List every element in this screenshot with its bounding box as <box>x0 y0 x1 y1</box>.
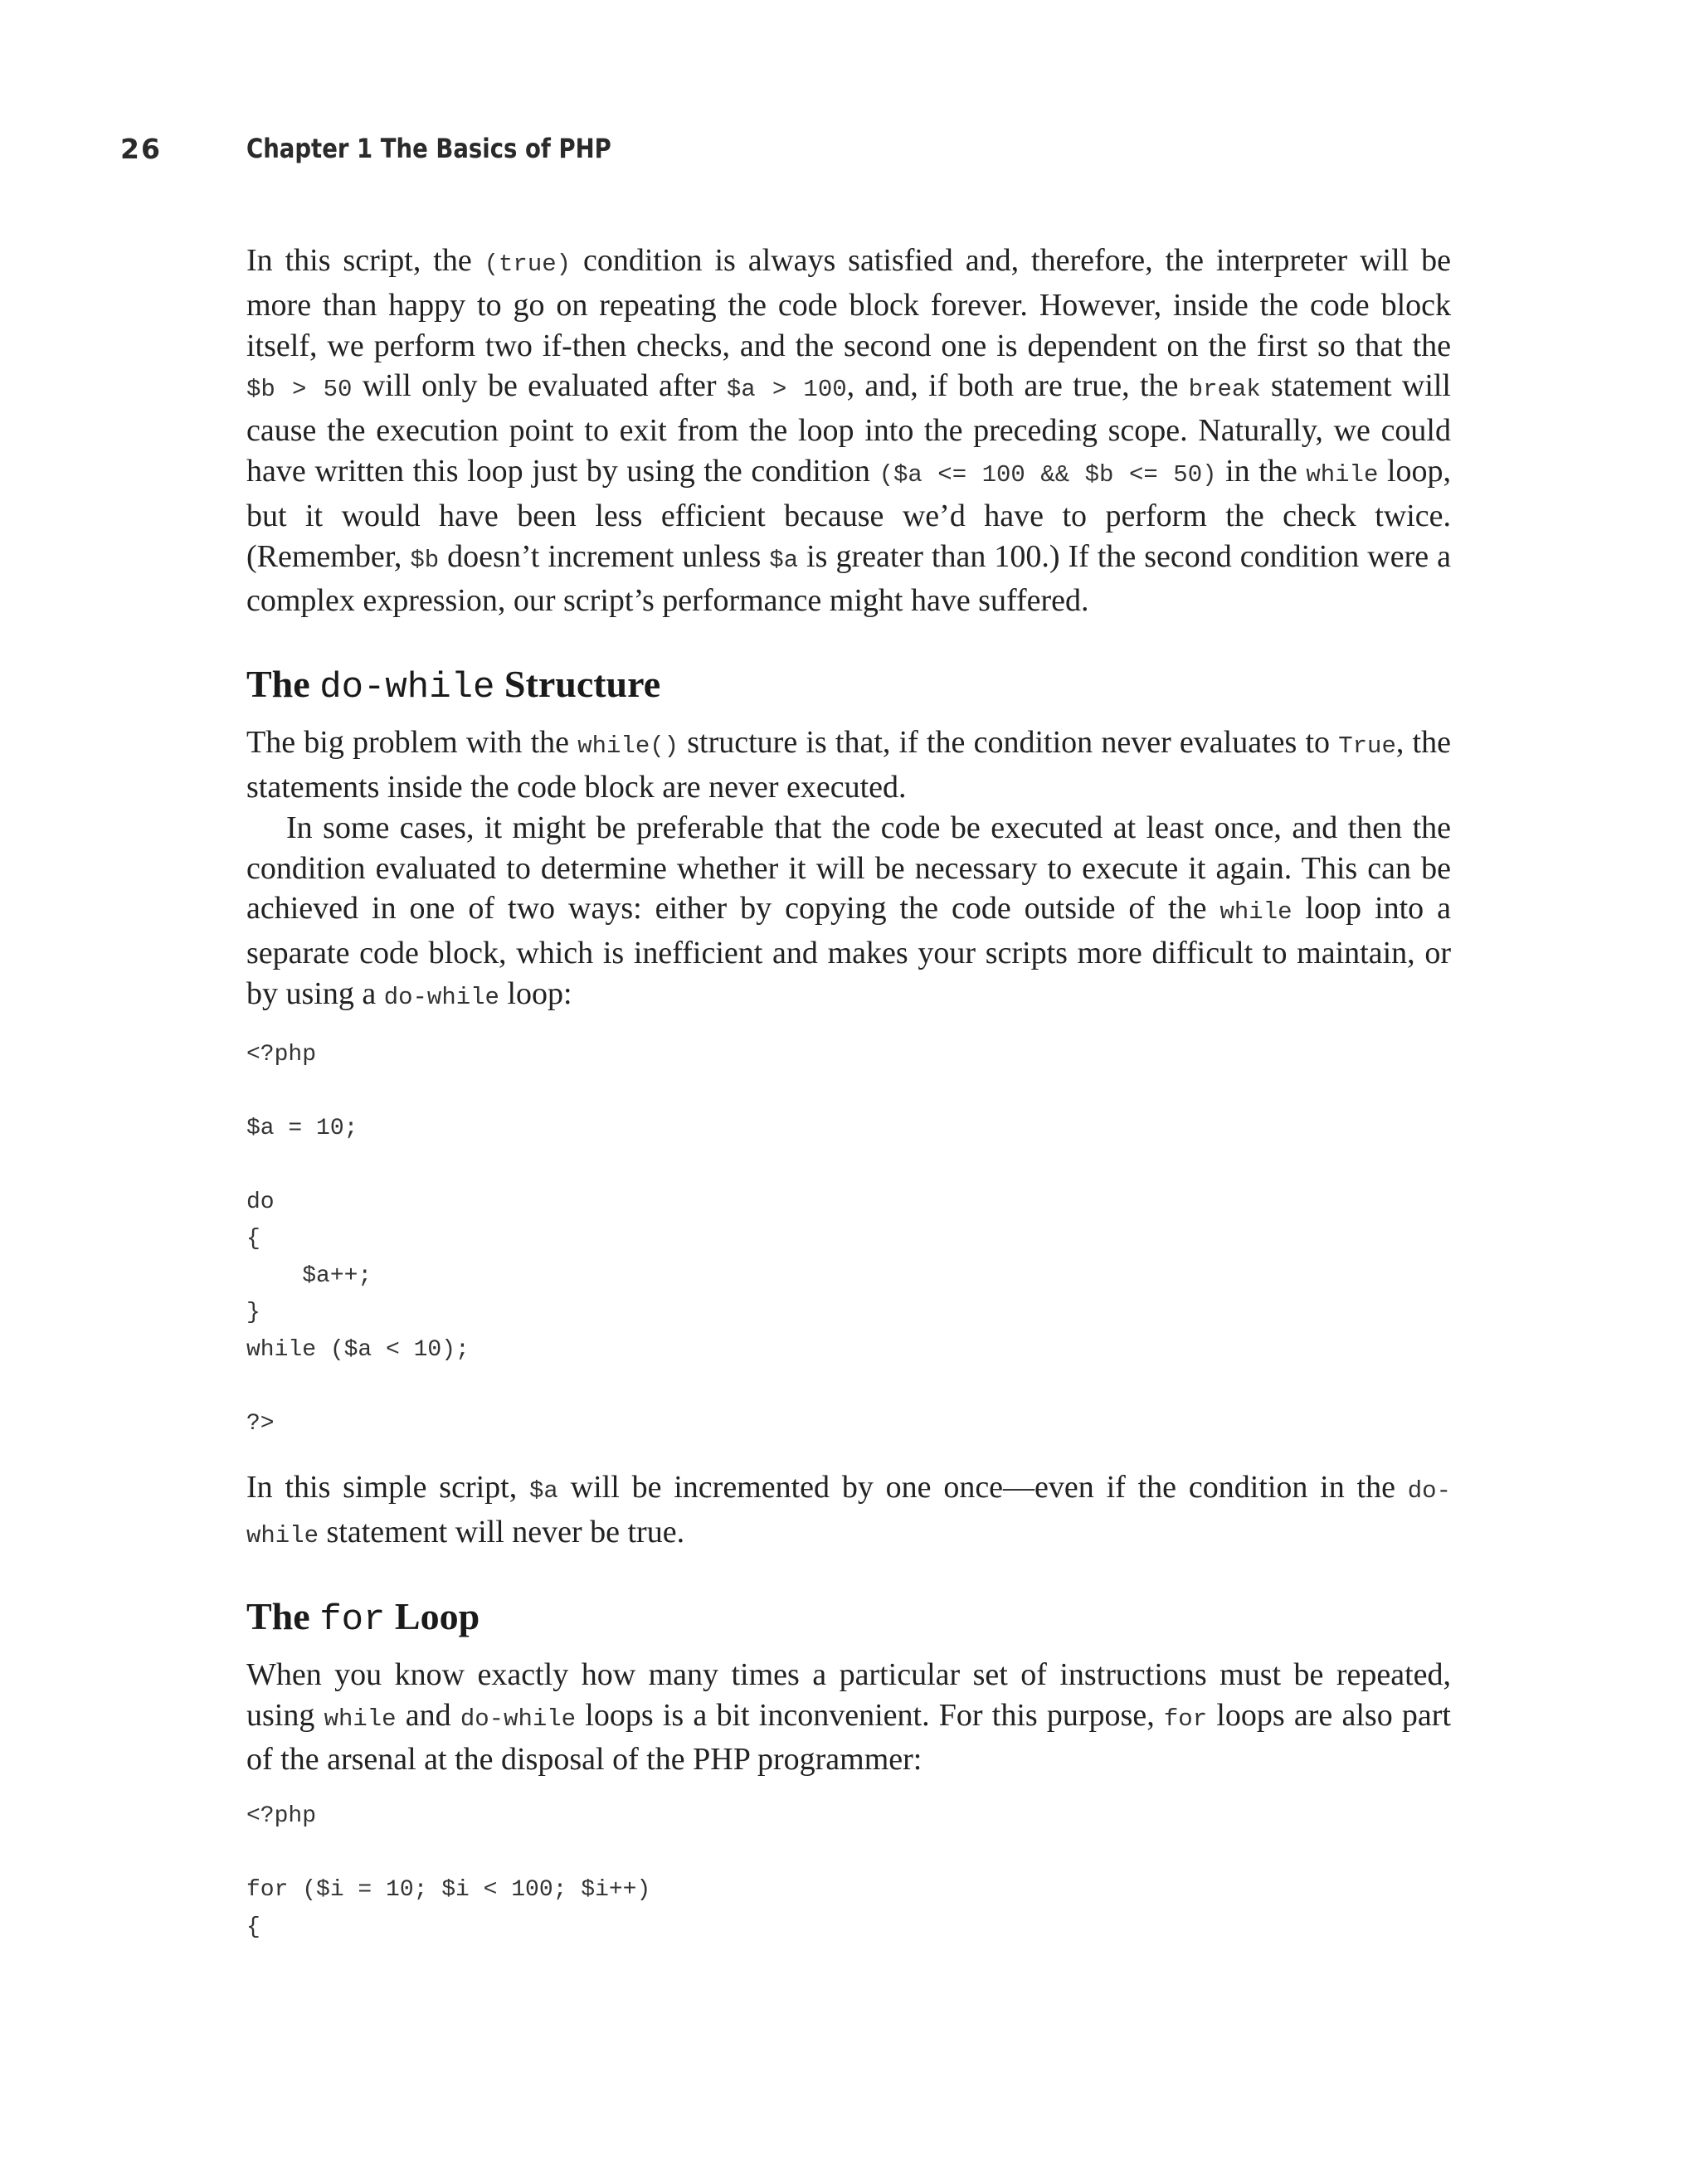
inline-code: $b <box>410 546 440 574</box>
text-run: , and, if both are true, the <box>846 368 1189 404</box>
text-run: and <box>396 1697 460 1733</box>
heading-code: do-while <box>319 667 495 709</box>
text-run: , the statements inside the code block are never executed. <box>246 725 1451 805</box>
inline-code: $a <box>769 546 799 574</box>
text-run: loop, but it would have been less efficient because we’d have to perform the check twice. (Remember, <box>246 453 1452 574</box>
text-run: doesn’t increment unless <box>439 538 770 574</box>
text-run: in the <box>1216 453 1307 489</box>
text-run: statement will never be true. <box>319 1515 685 1550</box>
heading-text: The <box>246 663 320 706</box>
paragraph-simple-script <box>246 1467 1451 1557</box>
inline-code: $a > 100 <box>726 376 847 404</box>
heading-code: for <box>319 1598 386 1641</box>
paragraph-for-intro <box>246 1655 1451 1780</box>
inline-code: while <box>324 1705 397 1733</box>
heading-text: Structure <box>494 663 661 706</box>
paragraph-execute-once <box>246 808 1451 1019</box>
text-run: is greater than 100.) If the second condition were a complex expression, our script’s performance might have suffered. <box>246 538 1451 619</box>
paragraph-true-condition <box>246 241 1451 621</box>
text-run: structure is that, if the condition never evaluates to <box>679 725 1339 761</box>
text-run: will only be evaluated after <box>352 368 727 404</box>
inline-code: while() <box>577 732 679 761</box>
page-content <box>246 241 1451 1946</box>
inline-code: do-while <box>460 1705 577 1733</box>
inline-code: True <box>1338 732 1396 761</box>
text-run: When you know exactly how many times a particular set of instructions must be repeated, using <box>246 1656 1451 1733</box>
inline-code: while <box>1219 898 1293 927</box>
inline-code: $b > 50 <box>246 376 353 404</box>
text-run: statement will cause the execution point to exit from the loop into the preceding scope. Naturally, we could have written this loop just by using the condition <box>246 368 1451 489</box>
heading-text: Loop <box>385 1594 480 1637</box>
running-head: Chapter 1 The Basics of PHP <box>246 133 611 164</box>
code-listing-do-while: <?php $a = 10; do { $a++; } while ($a < 10); ?> <box>246 1041 470 1437</box>
text-run: loop into a separate code block, which is inefficient and makes your scripts more difficult to maintain, or by using a <box>246 891 1451 1011</box>
text-run: In this simple script, <box>246 1470 530 1505</box>
code-listing-for: <?php for ($i = 10; $i < 100; $i++) { <box>246 1803 651 1940</box>
inline-code: $a <box>529 1477 558 1505</box>
inline-code: while <box>1306 460 1379 489</box>
text-run: will be incremented by one once—even if the condition in the <box>557 1470 1408 1505</box>
text-run: loops are also part of the arsenal at the disposal of the PHP programmer: <box>246 1697 1451 1778</box>
text-run: condition is always satisfied and, therefore, the interpreter will be more than happy to go on repeating the code block forever. However, inside the code block itself, we perform two if-then checks, and the second one is dependent on the first so that the <box>246 243 1451 363</box>
page-header <box>0 133 1699 174</box>
inline-code: for <box>1163 1705 1208 1733</box>
text-run: In some cases, it might be preferable that the code be executed at least once, and then the condition evaluated to determine whether it will be necessary to execute it again. This can be achieved in one of two ways: either by copying the code outside of the <box>246 810 1451 927</box>
inline-code: break <box>1188 376 1261 404</box>
inline-code: do-while <box>383 983 499 1011</box>
text-run: The big problem with the <box>246 725 578 761</box>
heading-text: The <box>246 1594 320 1637</box>
paragraph-while-problem <box>246 722 1451 808</box>
text-run: loop: <box>499 975 572 1011</box>
inline-code: (true) <box>484 251 572 278</box>
text-run: loops is a bit inconvenient. For this purpose, <box>576 1697 1164 1733</box>
inline-code: do-while <box>246 1477 1451 1550</box>
section-heading-for-loop <box>246 1593 1451 1643</box>
page-number: 26 <box>120 133 162 165</box>
text-run: In this script, the <box>246 243 484 278</box>
section-heading-do-while <box>246 661 1451 711</box>
inline-code: ($a <= 100 && $b <= 50) <box>879 460 1217 489</box>
